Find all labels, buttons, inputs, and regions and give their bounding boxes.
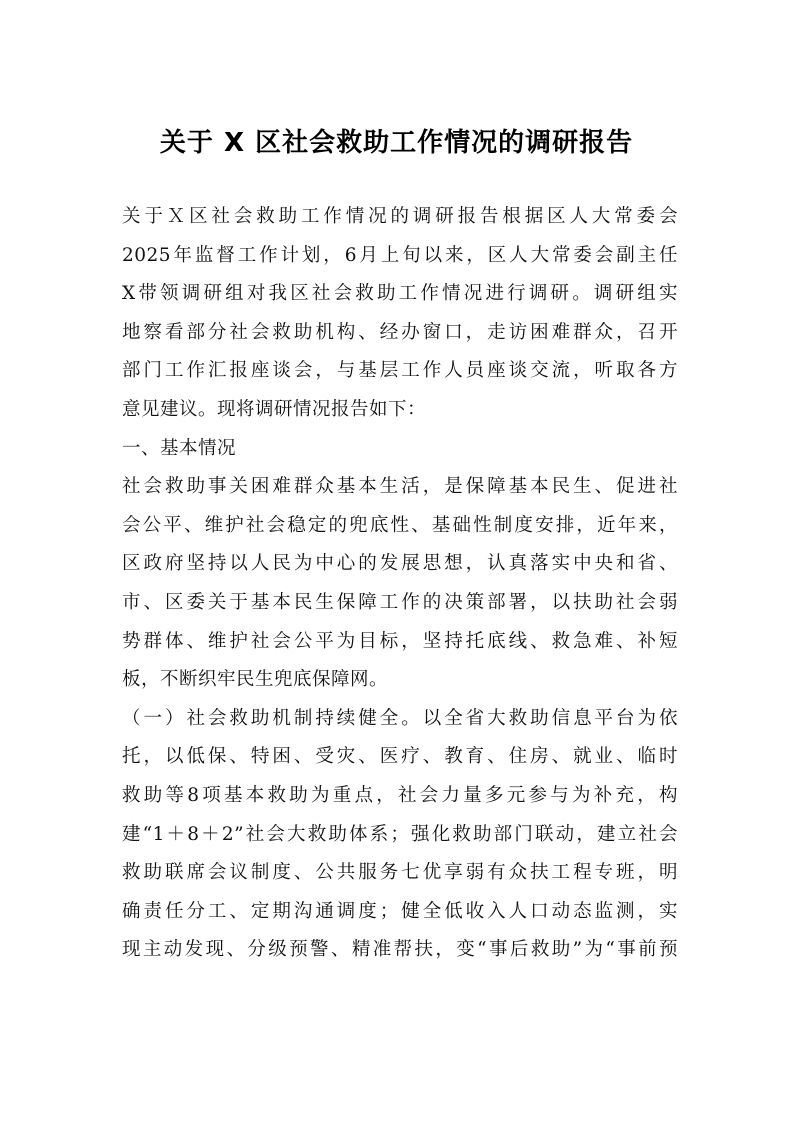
section-heading: 一、基本情况 bbox=[122, 437, 237, 459]
body-line: 社会救助事关困难群众基本生活，是保障基本民生、促进社 bbox=[122, 476, 678, 498]
body-line: 救助联席会议制度、公共服务七优享弱有众扶工程专班，明 bbox=[122, 862, 678, 884]
body-line: 建“1＋8＋2”社会大救助体系；强化救助部门联动，建立社会 bbox=[122, 823, 678, 845]
body-line: 区政府坚持以人民为中心的发展思想，认真落实中央和省、 bbox=[122, 553, 678, 575]
body-line: 势群体、维护社会公平为目标，坚持托底线、救急难、补短 bbox=[122, 630, 678, 652]
body-line: 确责任分工、定期沟通调度；健全低收入人口动态监测，实 bbox=[122, 900, 678, 922]
body-line: 救助等8项基本救助为重点，社会力量多元参与为补充，构 bbox=[122, 784, 678, 806]
body-line: 地察看部分社会救助机构、经办窗口，走访困难群众，召开 bbox=[122, 321, 678, 343]
subsection-line: （一）社会救助机制持续健全。以全省大救助信息平台为依 bbox=[122, 707, 678, 729]
body-line: 2025年监督工作计划，6月上旬以来，区人大常委会副主任 bbox=[122, 244, 678, 266]
body-line: 部门工作汇报座谈会，与基层工作人员座谈交流，听取各方 bbox=[122, 360, 678, 382]
document-title: 关于 X 区社会救助工作情况的调研报告 bbox=[159, 128, 634, 158]
body-line: 现主动发现、分级预警、精准帮扶，变“事后救助”为“事前预 bbox=[122, 939, 678, 961]
body-line: X带领调研组对我区社会救助工作情况进行调研。调研组实 bbox=[122, 283, 678, 305]
document-body bbox=[122, 198, 678, 970]
body-line: 板，不断织牢民生兜底保障网。 bbox=[122, 669, 389, 691]
body-line: 市、区委关于基本民生保障工作的决策部署，以扶助社会弱 bbox=[122, 591, 678, 613]
body-line: 托，以低保、特困、受灾、医疗、教育、住房、就业、临时 bbox=[122, 746, 678, 768]
body-line: 会公平、维护社会稳定的兜底性、基础性制度安排，近年来， bbox=[122, 514, 678, 536]
body-line: 关于Ｘ区社会救助工作情况的调研报告根据区人大常委会 bbox=[122, 206, 678, 227]
body-line: 意见建议。现将调研情况报告如下： bbox=[122, 398, 427, 420]
